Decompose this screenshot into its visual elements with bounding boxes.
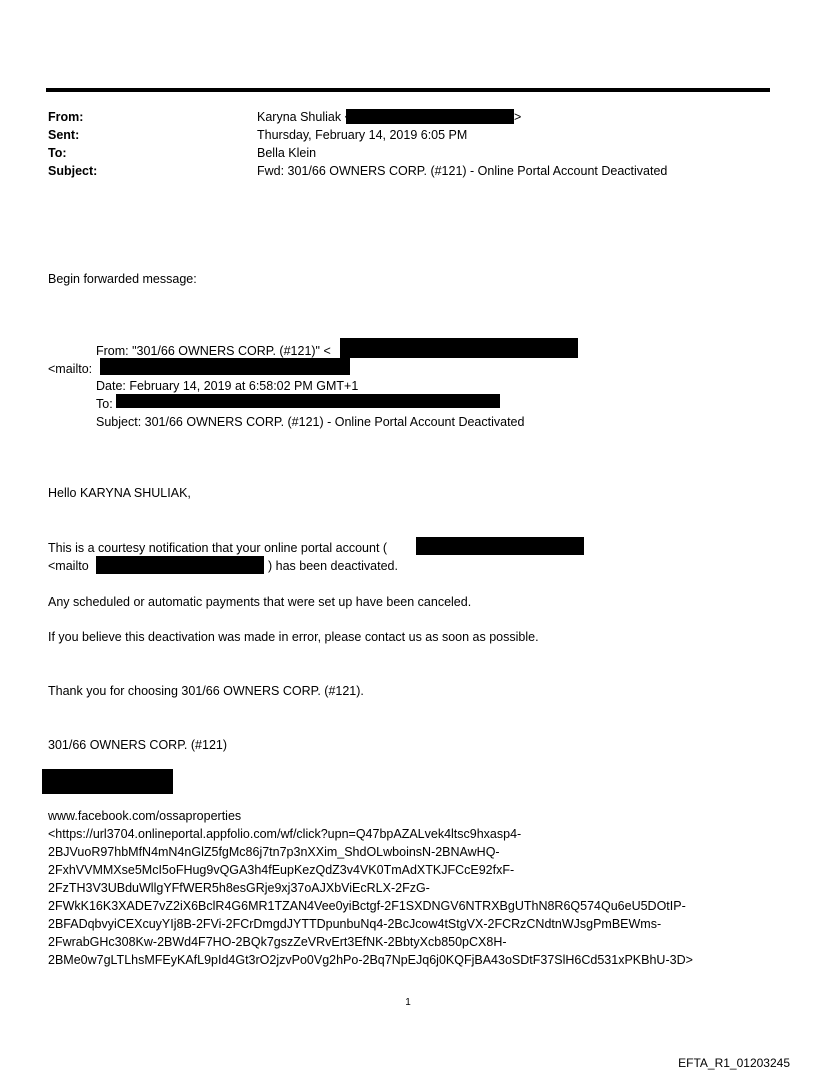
to-value: Bella Klein [257,146,317,160]
tracking-url-line: 2FzTH3V3UBduWllgYFfWER5h8esGRje9xj37oAJXbViEcRLX-2FzG- [48,881,430,895]
redaction-box [42,769,173,794]
payments-line: Any scheduled or automatic payments that were set up have been canceled. [48,595,472,609]
forward-to-line: To: [96,397,113,411]
subject-value: Fwd: 301/66 OWNERS CORP. (#121) - Online Portal Account Deactivated [257,164,668,178]
tracking-url-line: 2FxhVVMMXse5McI5oFHug9vQGA3h4fEupKezQdZ3v4VK0TmAdXTKJFCcE92fxF- [48,863,515,877]
tracking-url-line: 2FwrabGHc308Kw-2BWd4F7HO-2BQk7gszZeVRvErt3EfNK-2BbtyXcb850pCX8H- [48,935,507,949]
forward-subject-line: Subject: 301/66 OWNERS CORP. (#121) - Online Portal Account Deactivated [96,415,525,429]
tracking-url-line: 2BJVuoR97hbMfN4mN4nGlZ5fgMc86j7tn7p3nXXim_ShdOLwboinsN-2BNAwHQ- [48,845,500,859]
from-name: Karyna Shuliak [257,110,342,124]
forward-date-line: Date: February 14, 2019 at 6:58:02 PM GMT+1 [96,379,359,393]
document-id: EFTA_R1_01203245 [678,1056,790,1070]
page-number: 1 [405,997,411,1008]
from-label: From: [48,110,84,124]
greeting: Hello KARYNA SHULIAK, [48,486,191,500]
redaction-box [340,338,578,358]
from-value [257,108,352,126]
tracking-url-line: 2BMe0w7gLTLhsMFEyKAfL9pId4Gt3rO2jzvPo0Vg2hPo-2Bq7NpEJq6j0KQFjBA43oSDtF37SlH6Cd531xPKBhU-3D> [48,953,693,967]
tracking-url-line: 2FWkK16K3XADE7vZ2iX6BclR4G6MR1TZAN4Vee0yiBctgf-2F1SXDNGV6NTRXBgUThN8R6Q574Qu6eU5DOtIP- [48,899,686,913]
redaction-box [96,556,264,574]
tracking-url-line: 2BFADqbvyiCEXcuyYIj8B-2FVi-2FCrDmgdJYTTDpunbuNq4-2BcJcow4tStgVX-2FCRzCNdtnWJsgPmBEWms- [48,917,662,931]
from-gt: > [514,110,522,124]
tracking-url-line: <https://url3704.onlineportal.appfolio.com/wf/click?upn=Q47bpAZALvek4ltsc9hxasp4- [48,827,522,841]
notice-line-2-end: ) has been deactivated. [268,559,398,573]
notice-line-1: This is a courtesy notification that your online portal account ( [48,541,388,555]
redaction-box [346,109,514,124]
sent-label: Sent: [48,128,80,142]
facebook-link[interactable]: www.facebook.com/ossaproperties [48,809,242,823]
forward-from-line: From: "301/66 OWNERS CORP. (#121)" < [96,344,331,358]
redaction-box [116,394,500,408]
to-label: To: [48,146,67,160]
thanks-line: Thank you for choosing 301/66 OWNERS CORP. (#121). [48,684,364,698]
forward-intro: Begin forwarded message: [48,272,197,286]
signature-line: 301/66 OWNERS CORP. (#121) [48,738,228,752]
subject-label: Subject: [48,164,98,178]
header-rule [46,88,770,92]
forward-mailto-line: <mailto: [48,362,93,376]
error-line: If you believe this deactivation was made in error, please contact us as soon as possible. [48,630,539,644]
sent-value: Thursday, February 14, 2019 6:05 PM [257,128,468,142]
notice-line-2-start: <mailto [48,559,89,573]
redaction-box [100,358,350,375]
redaction-box [416,537,584,555]
